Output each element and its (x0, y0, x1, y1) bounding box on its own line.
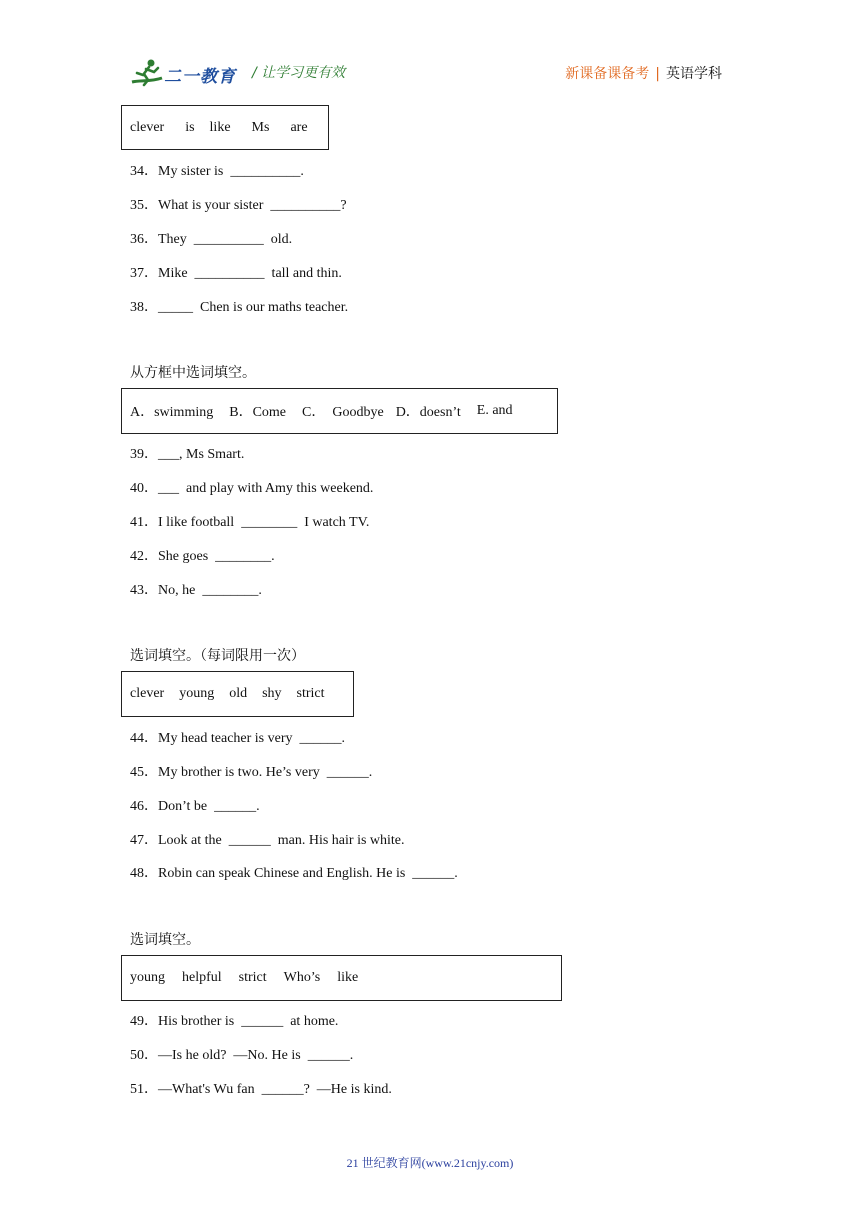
section-instruction: 选词填空。（每词限用一次） (130, 648, 305, 664)
word-box-item: old (229, 686, 248, 701)
question-47: 47．Look at the ______ man. His hair is white. (130, 833, 405, 848)
question-34: 34．My sister is __________. (130, 164, 304, 179)
page-footer: 21 世纪教育网(www.21cnjy.com) (346, 1156, 514, 1170)
word-box-1 (121, 105, 329, 150)
section-instruction: 选词填空。 (130, 932, 200, 948)
header-subject-label: 英语学科 (666, 66, 722, 82)
word-box-2 (121, 388, 558, 434)
word-box-item: C． Goodbye (302, 405, 384, 420)
word-box-item: is (185, 119, 195, 135)
running-man-icon (130, 58, 164, 88)
section-instruction: 从方框中选词填空。 (130, 365, 256, 381)
header-subject (565, 63, 722, 83)
slogan: / 让学习更有效 (252, 65, 346, 81)
question-48: 48．Robin can speak Chinese and English. He is ______. (130, 866, 458, 881)
word-box-item: helpful (182, 970, 222, 985)
question-51: 51．—What's Wu fan ______? —He is kind. (130, 1082, 392, 1097)
header-course-label: 新课备课备考 (565, 66, 650, 82)
word-box-item: D．doesn’t (395, 405, 461, 420)
question-35: 35．What is your sister __________? (130, 198, 347, 213)
word-box-item: are (290, 119, 308, 135)
word-box-item: like (337, 970, 359, 985)
word-box-item: clever (130, 119, 165, 135)
word-box-4 (121, 955, 562, 1001)
logo-text: 二一教育 (164, 67, 236, 87)
question-40: 40．___ and play with Amy this weekend. (130, 481, 374, 496)
question-37: 37．Mike __________ tall and thin. (130, 266, 342, 281)
header-separator: | (655, 66, 660, 82)
question-44: 44．My head teacher is very ______. (130, 731, 345, 746)
question-36: 36．They __________ old. (130, 232, 293, 247)
question-43: 43．No, he ________. (130, 583, 262, 598)
question-42: 42．She goes ________. (130, 549, 275, 564)
word-box-item: young (130, 970, 165, 985)
page-header (130, 56, 722, 92)
logo (130, 58, 238, 88)
word-box-item: clever (130, 686, 165, 701)
word-box-item: Ms (251, 119, 270, 135)
word-box-item: A．swimming (130, 405, 214, 420)
question-49: 49．His brother is ______ at home. (130, 1014, 339, 1029)
word-box-item: strict (296, 686, 325, 701)
word-box-item: strict (238, 970, 267, 985)
question-46: 46．Don’t be ______. (130, 799, 260, 814)
word-box-item: E. and (476, 403, 513, 418)
word-box-item: shy (262, 686, 282, 701)
question-38: 38．_____ Chen is our maths teacher. (130, 300, 349, 315)
word-box-3 (121, 671, 354, 717)
word-box-item: Who’s (283, 970, 321, 985)
question-41: 41．I like football ________ I watch TV. (130, 515, 370, 530)
word-box-item: like (209, 119, 231, 135)
word-box-item: young (179, 686, 215, 701)
question-50: 50．—Is he old? —No. He is ______. (130, 1048, 354, 1063)
word-box-item: B．Come (229, 405, 287, 420)
question-39: 39．___, Ms Smart. (130, 447, 245, 462)
question-45: 45．My brother is two. He’s very ______. (130, 765, 373, 780)
